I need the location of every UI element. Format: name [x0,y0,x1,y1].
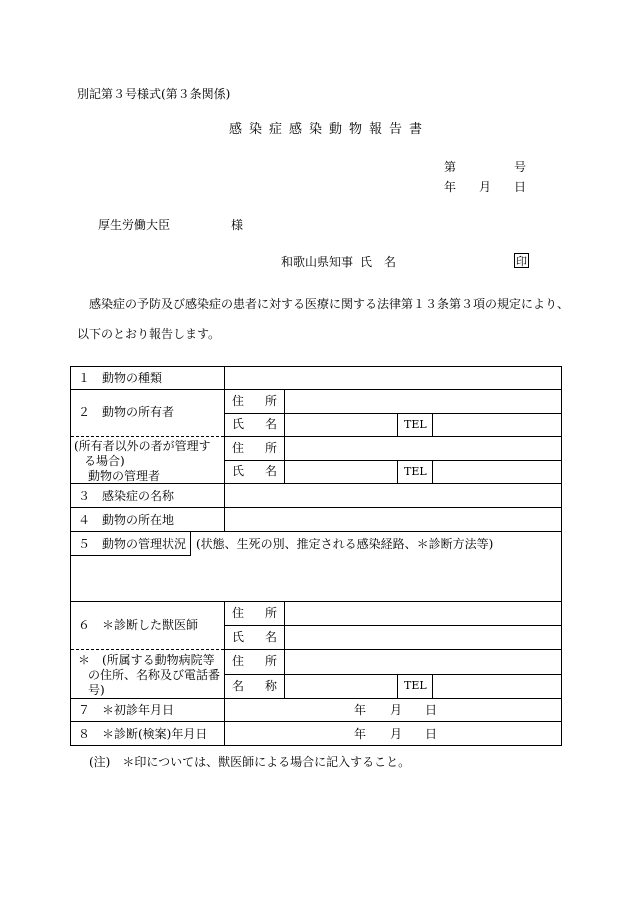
addressee-honorific: 様 [231,218,244,232]
row-manager-label: 動物の管理者 [88,469,161,483]
clinic-name-label-2: 称 [265,679,278,693]
number-go: 号 [514,160,527,174]
manager-address-label-1: 住 [232,441,245,455]
manager-name-label-1: 氏 [232,464,245,478]
diagnosis-day: 日 [425,727,438,741]
row-clinic-note-3: 号) [88,683,105,697]
page-title: 感染症感染動物報告書 [229,122,430,137]
date-month: 月 [479,180,492,194]
addressee: 厚生労働大臣 [98,218,171,232]
first-exam-day: 日 [425,703,438,717]
vet-address-label-2: 所 [265,606,278,620]
row-manager-note-2: る場合) [84,454,125,468]
manager-tel-label: TEL [404,465,427,478]
seal-mark: 印 [516,255,527,268]
date-year: 年 [444,180,457,194]
footnote: (注) ＊印については、獣医師による場合に記入すること。 [89,755,411,769]
number-dai: 第 [444,160,457,174]
date-day: 日 [514,180,527,194]
sender: 和歌山県知事 [281,255,354,269]
diagnosis-year: 年 [354,727,367,741]
vet-name-label-2: 名 [265,630,278,644]
row-animal-type-label: １ 動物の種類 [78,371,163,385]
row-manager-note-1: (所有者以外の者が管理す [74,439,211,453]
clinic-name-label-1: 名 [232,679,245,693]
owner-address-label-2: 所 [265,394,278,408]
row-clinic-note-1: ＊ (所属する動物病院等 [78,653,215,667]
row-management-label: ５ 動物の管理状況 [78,537,187,551]
row-owner-label: ２ 動物の所有者 [78,405,175,419]
owner-name-label-2: 名 [265,417,278,431]
row-disease-label: ３ 感染症の名称 [78,489,175,503]
clinic-tel-label: TEL [404,679,427,692]
sender-name-label: 氏 名 [360,255,397,269]
first-exam-year: 年 [354,703,367,717]
owner-tel-label: TEL [404,418,427,431]
row-first-exam-label: ７ ＊初診年月日 [78,703,175,717]
row-clinic-note-2: の住所、名称及び電話番 [88,668,221,682]
body-line-2: 以下のとおり報告します。 [77,327,221,341]
row-veterinarian-label: ６ ＊診断した獣医師 [78,618,199,632]
vet-address-label-1: 住 [232,606,245,620]
body-line-1: 感染症の予防及び感染症の患者に対する医療に関する法律第１３条第３項の規定により、 [89,297,570,311]
first-exam-month: 月 [390,703,403,717]
manager-address-label-2: 所 [265,441,278,455]
manager-name-label-2: 名 [265,464,278,478]
owner-address-label-1: 住 [232,394,245,408]
form-reference: 別記第３号様式(第３条関係) [77,87,231,101]
row-management-note: (状態、生死の別、推定される感染経路、＊診断方法等) [196,537,494,551]
row-location-label: ４ 動物の所在地 [78,513,175,527]
row-diagnosis-label: ８ ＊診断(検案)年月日 [78,727,208,741]
vet-name-label-1: 氏 [232,630,245,644]
clinic-address-label-2: 所 [265,654,278,668]
diagnosis-month: 月 [390,727,403,741]
owner-name-label-1: 氏 [232,417,245,431]
clinic-address-label-1: 住 [232,654,245,668]
